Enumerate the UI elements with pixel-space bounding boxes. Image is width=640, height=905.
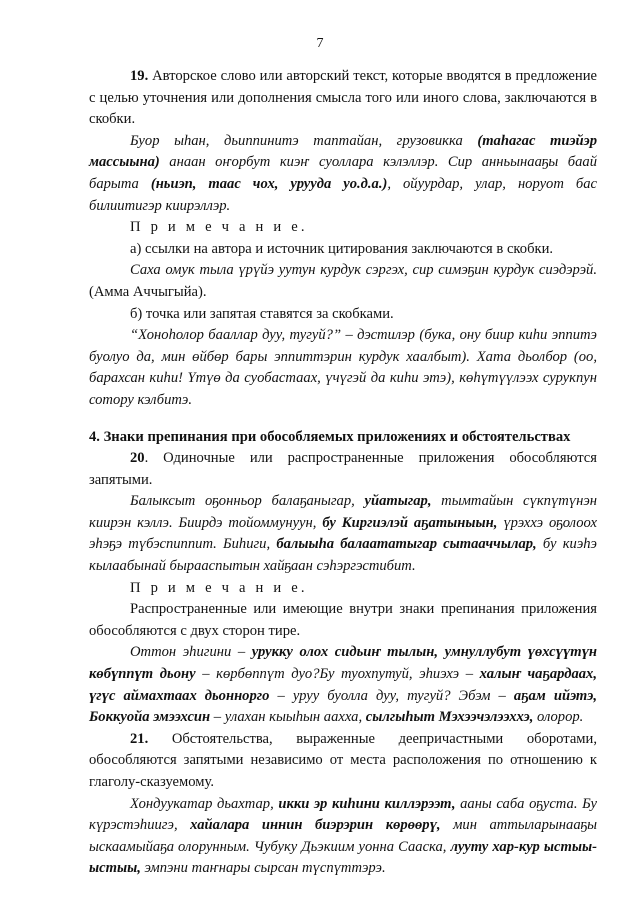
note-label: П р и м е ч а н и е.: [130, 219, 308, 236]
rule-21: [89, 729, 597, 794]
example-paragraph: “Хоноһолор бааллар дуу, тугуй?” – дэстилэр (бука, ону биир киһи эппитэ буолуо да, мин өйбөр бары эппиттэрин курдук хаалбыт). Хата дьолбор (оо, барахсан киһи! Үтүө да суобастаах, үчүгэй да киһи этэ), көһүтүүлээх сурукпун сотору кэлбитэ.: [89, 327, 597, 408]
text-run: тымтайын сүкпүтүнэн киирэн кэллэ. Биирдэ тойоммунуун,: [89, 493, 597, 531]
text-run: үрэххэ оҕолоох эһэҕэ түбэспиппит. Биһиги,: [89, 514, 597, 553]
page-content: [89, 66, 597, 880]
rule-text: Авторское слово или авторский текст, которые вводятся в предложение с целью уточнения или дополнения смысла того или иного слова, заключаются в скобки.: [89, 68, 597, 128]
example-text: Саха омук тыла үрүйэ уутун курдук сэргэх, сир симэҕин курдук сиэдэрэй.: [130, 262, 597, 279]
example-paragraph: [89, 794, 597, 880]
emphasized-text: сылгыһыт Мэхээчэлээххэ,: [365, 709, 534, 726]
example-source: (Амма Аччыгыйа).: [89, 283, 207, 300]
text-run: ааны саба оҕуста. Бу күрэстэһиигэ,: [89, 795, 597, 834]
emphasized-text: аҕам ийэтэ, Боккуойа эмээхсин: [89, 687, 597, 726]
example-paragraph: [89, 260, 597, 303]
rule-text: Обстоятельства, выраженные деепричастными оборотами, обособляются запятыми независимо от места расположения по отношению к глаголу-сказуемому.: [89, 730, 597, 790]
note-text: Распространенные или имеющие внутри знаки препинания приложения обособляются с двух сторон тире.: [89, 601, 597, 639]
emphasized-text: халыҥ чаҕардаах, үгүс аймахтаах дьоннорго: [89, 666, 598, 704]
emphasized-text: хайалара иннин биэрэрин көрөөрү,: [190, 817, 441, 834]
emphasized-text: (ньиэп, таас чох, урууда уо.д.а.): [150, 175, 388, 192]
text-run: Хондуукатар дьахтар,: [130, 795, 279, 812]
rule-number: 21.: [130, 730, 149, 747]
text-run: олорор.: [533, 709, 584, 726]
text-run: анаан оҥорбут киэҥ суоллара кэлэллэр. Сир анньынааҕы баай барыта: [89, 154, 597, 192]
rule-19: [89, 66, 597, 131]
emphasized-text: урукку олох сидьиҥ тылын, умнуллубут үөхсүүтүн көбүппүт дьону: [89, 644, 598, 683]
example-paragraph: [89, 131, 597, 217]
text-run: бу киэһэ кылаабынай бырааспытын хайҕаан сэһэргэстибит.: [89, 536, 597, 575]
page-number: 7: [316, 36, 324, 51]
text-run: Оттон эһигини –: [130, 644, 252, 661]
emphasized-text: (таһагас тиэйэр массыына): [89, 132, 597, 171]
text-run: – улахан кыыһын аахха,: [210, 709, 366, 726]
rule-20: [89, 448, 597, 491]
text-run: Буор ыһан, дьиппинитэ таптайан, грузовикка: [130, 132, 478, 149]
text-run: мин аттыларынааҕы ыскаамыйаҕа олорунным. Чубуку Дьэкиим уонна Сааска,: [89, 817, 597, 855]
text-run: , ойуурдар, улар, норуот бас билиитигэр киирэллэр.: [89, 175, 597, 214]
rule-number: 20: [130, 450, 145, 467]
emphasized-text: икки эр киһини киллэрээт,: [278, 795, 456, 812]
rule-number: 19.: [130, 68, 149, 84]
rule-text: . Одиночные или распространенные приложения обособляются запятыми.: [89, 450, 597, 488]
example-paragraph: [89, 642, 597, 728]
example-paragraph: [89, 491, 597, 577]
text-run: Балыксыт оҕонньор балаҕаныгар,: [130, 493, 365, 510]
emphasized-text: бу Киргиэлэй аҕатыныын,: [322, 514, 498, 531]
emphasized-text: лууту хар-кур ыстыы-ыстыы,: [89, 838, 597, 877]
text-run: – уруу буолла дуу, тугуй? Эбэм –: [269, 687, 514, 704]
note-label: П р и м е ч а н и е.: [130, 579, 308, 596]
note-item-b: б) точка или запятая ставятся за скобками.: [130, 305, 394, 322]
emphasized-text: балыыһа балаататыгар сытааччылар,: [276, 536, 537, 553]
text-run: эмпэни таҥнары сырсан түспүттэрэ.: [140, 860, 386, 877]
text-run: – көрбөппүт дуо?Бу туохпутуй, эһиэхэ –: [195, 666, 480, 683]
note-item-a: а) ссылки на автора и источник цитирования заключаются в скобки.: [130, 240, 554, 257]
emphasized-text: уйатыгар,: [364, 493, 432, 510]
section-heading: 4. Знаки препинания при обособляемых приложениях и обстоятельствах: [89, 428, 571, 445]
